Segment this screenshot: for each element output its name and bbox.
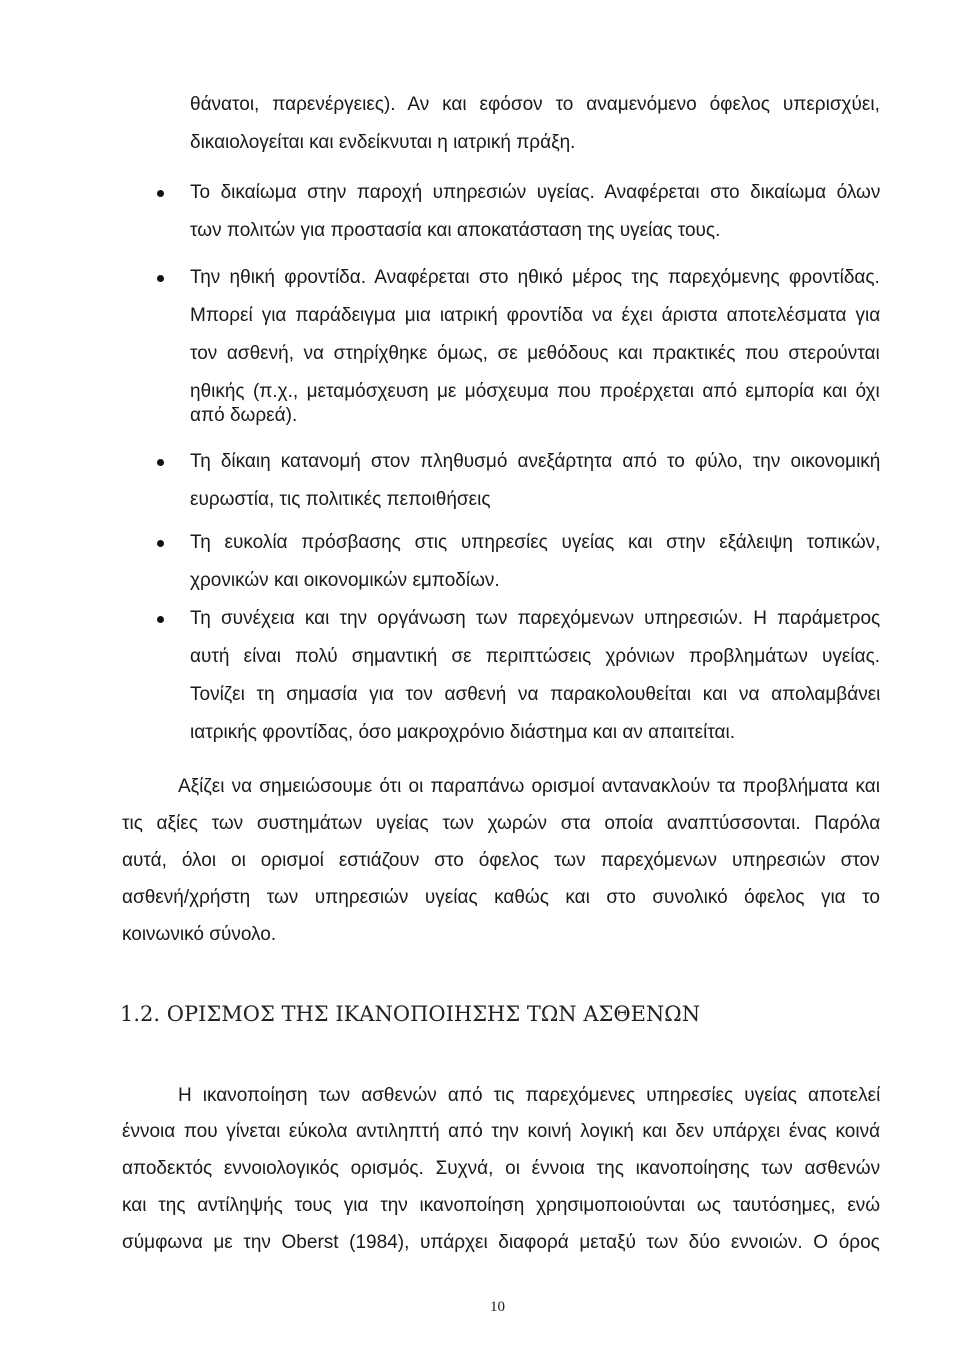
text-line: Μπορεί για παράδειγμα μια ιατρική φροντίδα να έχει άριστα αποτελέσματα για — [190, 305, 881, 326]
text-line: χρονικών και οικονομικών εμποδίων. — [190, 570, 500, 591]
section-heading: 1.2. ΟΡΙΣΜΟΣ ΤΗΣ ΙΚΑΝΟΠΟΙΗΣΗΣ ΤΩΝ ΑΣΘΕΝΩΝ — [120, 1002, 701, 1026]
text-line: αποδεκτός εννοιολογικός ορισμός. Συχνά, οι έννοια της ικανοποίησης των ασθενών — [122, 1158, 881, 1179]
text-line: ηθικής (π.χ., μεταμόσχευση με μόσχευμα που προέρχεται από εμπορία και όχι — [190, 381, 880, 402]
text-line: έννοια που γίνεται εύκολα αντιληπτή από την κοινή λογική και δεν υπάρχει ένας κοινά — [122, 1121, 881, 1142]
text-line: Το δικαίωμα στην παροχή υπηρεσιών υγείας. Αναφέρεται στο δικαίωμα όλων — [190, 182, 881, 203]
page-number: 10 — [490, 1299, 505, 1315]
text-line: σύμφωνα με την Oberst (1984), υπάρχει διαφορά μεταξύ των δύο εννοιών. Ο όρος — [122, 1232, 880, 1253]
text-line: και της αντίληψής τους για την ικανοποίηση χρησιμοποιούνται ως ταυτόσημες, ενώ — [122, 1195, 881, 1216]
text-line: θάνατοι, παρενέργειες). Αν και εφόσον το αναμενόμενο όφελος υπερισχύει, — [190, 94, 880, 115]
text-line: ασθενή/χρήστη των υπηρεσιών υγείας καθώς και στο συνολικό όφελος για το — [122, 887, 880, 908]
text-line: Τη συνέχεια και την οργάνωση των παρεχόμενων υπηρεσιών. Η παράμετρος — [190, 608, 881, 629]
text-line: αυτή είναι πολύ σημαντική σε περιπτώσεις χρόνιων προβλημάτων υγείας. — [190, 646, 881, 667]
text-line: αυτά, όλοι οι ορισμοί εστιάζουν στο όφελος των παρεχόμενων υπηρεσιών στον — [122, 850, 880, 871]
text-line: Την ηθική φροντίδα. Αναφέρεται στο ηθικό μέρος της παρεχόμενης φροντίδας. — [190, 267, 880, 288]
bullet-icon — [157, 540, 164, 547]
bullet-icon — [157, 275, 164, 282]
text-line: Τη δίκαιη κατανομή στον πληθυσμό ανεξάρτητα από το φύλο, την οικονομική — [190, 451, 881, 472]
text-line: ιατρικής φροντίδας, όσο μακροχρόνιο διάστημα και αν απαιτείται. — [190, 722, 736, 743]
bullet-icon — [157, 459, 164, 466]
text-line: Τονίζει τη σημασία για τον ασθενή να παρακολουθείται και να απολαμβάνει — [190, 684, 881, 705]
bullet-icon — [157, 616, 164, 623]
text-line: Τη ευκολία πρόσβασης στις υπηρεσίες υγείας και στην εξάλειψη τοπικών, — [190, 532, 881, 553]
text-line: κοινωνικό σύνολο. — [122, 924, 277, 945]
text-line: των πολιτών για προστασία και αποκατάσταση της υγείας τους. — [190, 220, 721, 241]
text-line: τον ασθενή, να στηρίχθηκε όμως, σε μεθόδους και πρακτικές που στερούνται — [190, 343, 880, 364]
text-line: τις αξίες των συστημάτων υγείας των χωρών στα οποία αναπτύσσονται. Παρόλα — [122, 813, 881, 834]
text-line: ευρωστία, τις πολιτικές πεποιθήσεις — [190, 489, 491, 510]
text-line: δικαιολογείται και ενδείκνυται η ιατρική πράξη. — [190, 132, 576, 153]
text-line: από δωρεά). — [190, 405, 298, 426]
text-line: Η ικανοποίηση των ασθενών από τις παρεχόμενες υπηρεσίες υγείας αποτελεί — [178, 1085, 881, 1106]
text-line: Αξίζει να σημειώσουμε ότι οι παραπάνω ορισμοί αντανακλούν τα προβλήματα και — [178, 776, 880, 797]
bullet-icon — [157, 190, 164, 197]
